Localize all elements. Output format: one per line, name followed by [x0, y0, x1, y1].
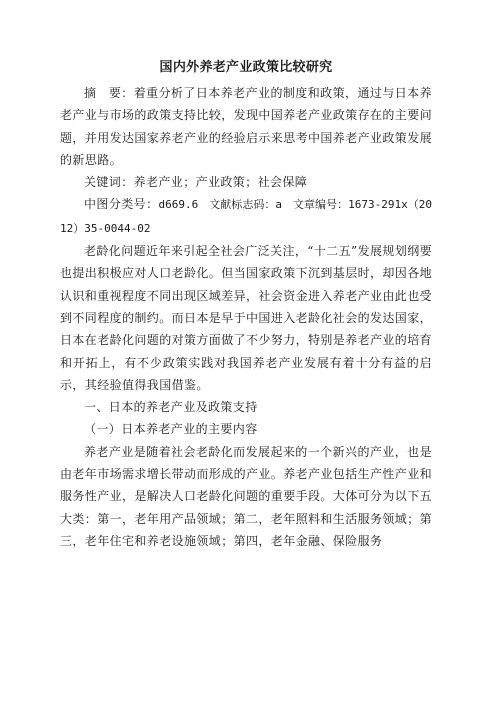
body-paragraph: 养老产业是随着社会老龄化而发展起来的一个新兴的产业，也是由老年市场需求增长带动而形成的产业。养老产业包括生产性产业和服务性产业，是解决人口老龄化问题的重要手段。大体可分为以下五大类：第一，老年用产品领域；第二，老年照料和生活服务领域；第三，老年住宅和养老设施领域；第四，老年金融、保险服务 [60, 444, 433, 548]
document-page [60, 58, 432, 552]
subsection-heading: （一）日本养老产业的主要内容 [84, 422, 258, 437]
keywords-paragraph: 关键词：养老产业；产业政策；社会保障 [84, 175, 308, 190]
document-title: 国内外养老产业政策比较研究 [159, 60, 333, 75]
abstract-paragraph: 摘 要：着重分析了日本养老产业的制度和政策，通过与日本养老产业与市场的政策支持比较，发现中国养老产业政策存在的主要问题，并用发达国家养老产业的经验启示来思考中国养老产业政策发展的新思路。 [60, 86, 433, 167]
section-heading: 一、日本的养老产业及政策支持 [84, 400, 258, 415]
classification-paragraph [60, 193, 432, 240]
classification-label: 中图分类号： [84, 197, 159, 212]
classification-code: d669.6 文献标志码：a 文章编号：1673-291x（2012）35-0044-02 [60, 198, 432, 235]
intro-paragraph: 老龄化问题近年来引起全社会广泛关注，“十二五”发展规划纲要也提出积极应对人口老龄化。但当国家政策下沉到基层时，却因各地认识和重视程度不同出现区域差异，社会资金进入养老产业由此也受到不同程度的制约。而日本是早于中国进入老龄化社会的发达国家，日本在老龄化问题的对策方面做了不少努力，特别是养老产业的培育和开拓上，有不少政策实践对我国养老产业发展有着十分有益的启示，其经验值得我国借鉴。 [60, 244, 433, 392]
